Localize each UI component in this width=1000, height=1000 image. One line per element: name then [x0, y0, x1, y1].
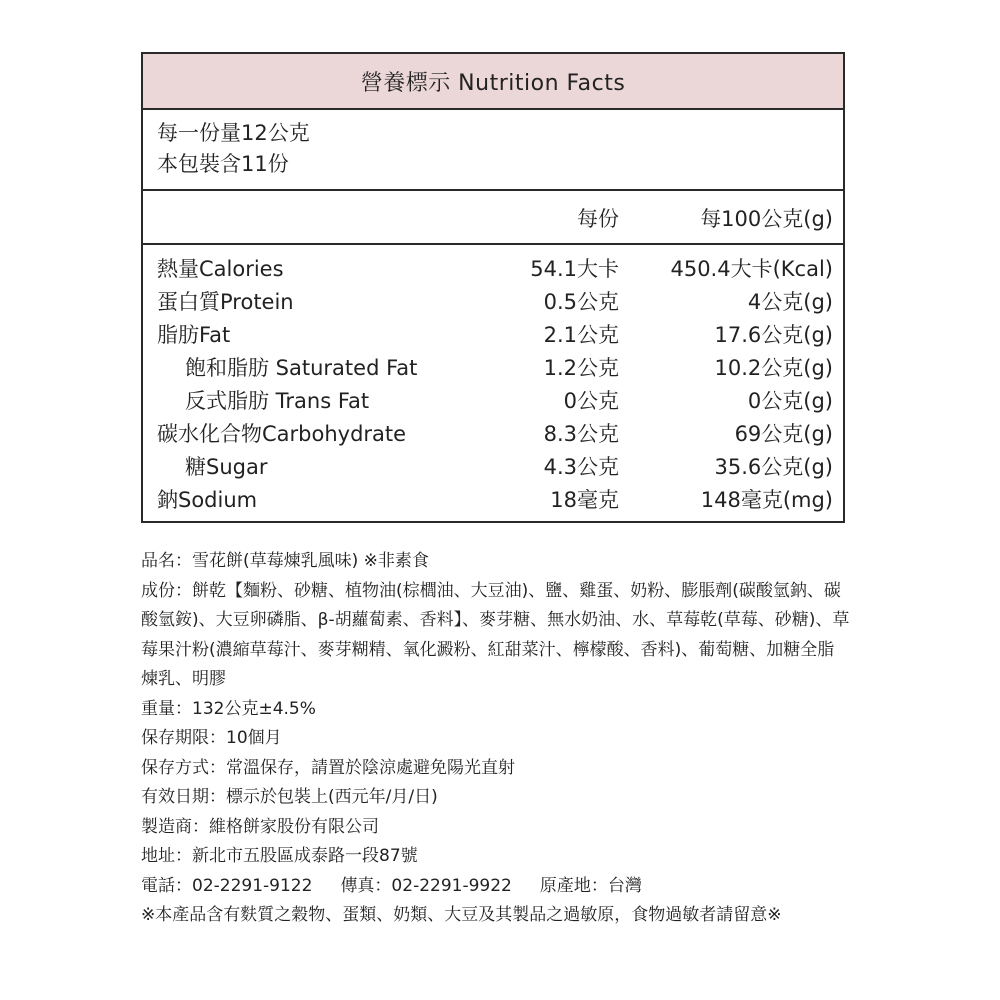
servings-per-package: 本包裝含11份 — [157, 152, 289, 176]
product-info — [141, 547, 851, 931]
fax: 傳真：02-2291-9922 — [340, 875, 512, 896]
nutrient-row-calories — [143, 253, 843, 286]
shelf-life: 保存期限：10個月 — [141, 728, 282, 748]
nutrient-rows — [143, 253, 843, 517]
per-serving-value: 0公克 — [563, 389, 619, 413]
origin: 原產地：台灣 — [539, 875, 642, 896]
address: 地址：新北市五股區成泰路一段87號 — [141, 846, 418, 866]
nutrient-row-carbohydrate — [143, 418, 843, 451]
nutrition-facts-table — [141, 52, 845, 523]
per-100g-value: 17.6公克(g) — [714, 323, 833, 347]
nutrition-facts-title: 營養標示 Nutrition Facts — [143, 54, 843, 110]
per-serving-value: 4.3公克 — [543, 455, 619, 479]
nutrient-name: 熱量Calories — [157, 257, 284, 281]
per-100g-value: 10.2公克(g) — [714, 356, 833, 380]
nutrient-name: 鈉Sodium — [157, 488, 258, 512]
nutrient-name: 脂肪Fat — [157, 323, 231, 347]
per-100g-value: 69公克(g) — [734, 422, 833, 446]
net-weight: 重量：132公克±4.5% — [141, 698, 316, 719]
per-100g-value: 4公克(g) — [747, 290, 833, 314]
serving-size: 每一份量12公克 — [157, 121, 310, 145]
nutrient-name: 糖Sugar — [185, 455, 268, 479]
phone: 電話：02-2291-9122 — [141, 875, 313, 896]
nutrient-row-sodium — [143, 484, 843, 517]
per-serving-value: 0.5公克 — [543, 290, 619, 314]
per-serving-value: 8.3公克 — [543, 422, 619, 446]
per-serving-value: 2.1公克 — [543, 323, 619, 347]
nutrient-name: 碳水化合物Carbohydrate — [157, 422, 407, 446]
ingredients: 成份：餅乾【麵粉、砂糖、植物油(棕櫚油、大豆油)、鹽、雞蛋、奶粉、膨脹劑(碳酸氫鈉、碳酸氫銨)、大豆卵磷脂、β-胡蘿蔔素、香料】、麥芽糖、無水奶油、水、草莓乾(草莓、砂糖)、草莓果汁粉(濃縮草莓汁、麥芽糊精、氧化澱粉、紅甜菜汁、檸檬酸、香料)、葡萄糖、加糖全脂煉乳、明膠 — [141, 580, 850, 689]
per-100g-value: 450.4大卡(Kcal) — [670, 257, 833, 281]
per-serving-value: 1.2公克 — [543, 356, 619, 380]
storage-method: 保存方式：常溫保存，請置於陰涼處避免陽光直射 — [141, 757, 515, 778]
per-serving-value: 18毫克 — [550, 488, 619, 512]
per-serving-value: 54.1大卡 — [530, 257, 619, 281]
serving-info — [143, 110, 843, 191]
manufacturer: 製造商：維格餅家股份有限公司 — [141, 816, 379, 837]
per-100g-header: 每100公克(g) — [700, 207, 833, 231]
per-100g-value: 0公克(g) — [747, 389, 833, 413]
product-name: 品名：雪花餅(草莓煉乳風味) ※非素食 — [141, 551, 429, 571]
nutrient-name: 蛋白質Protein — [157, 290, 294, 314]
column-headers — [143, 191, 843, 245]
per-serving-header: 每份 — [577, 207, 619, 231]
nutrient-name: 反式脂肪 Trans Fat — [185, 389, 370, 413]
per-100g-value: 148毫克(mg) — [700, 488, 833, 512]
nutrient-row-trans-fat — [143, 385, 843, 418]
nutrient-row-sugar — [143, 451, 843, 484]
per-100g-value: 35.6公克(g) — [714, 455, 833, 479]
contact-line — [141, 872, 851, 902]
allergen-notice: ※本產品含有麩質之穀物、蛋類、奶類、大豆及其製品之過敏原，食物過敏者請留意※ — [141, 905, 782, 925]
nutrient-name: 飽和脂肪 Saturated Fat — [185, 356, 418, 380]
expiry-date: 有效日期：標示於包裝上(西元年/月/日) — [141, 787, 438, 807]
nutrient-row-fat — [143, 319, 843, 352]
nutrient-row-saturated-fat — [143, 352, 843, 385]
nutrient-row-protein — [143, 286, 843, 319]
